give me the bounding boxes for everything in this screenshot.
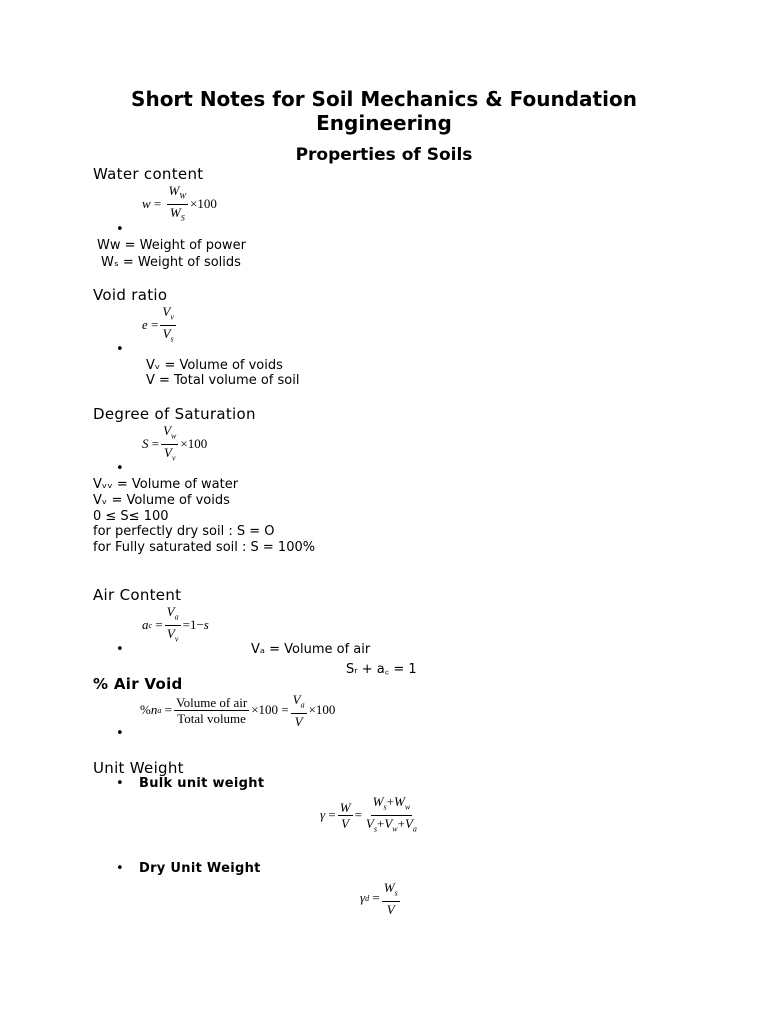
air-content-formula: a c = $\frac{V_a}{V_v}$ =1− s [142,604,209,644]
water-content-formula: w = $\frac{W_W}{W_S}$ ×100 [142,183,217,223]
water-content-bullet: • [116,222,124,237]
dry-unit-weight-formula: γ d = $\frac{W_s}{V}$ [360,880,398,917]
degree-saturation-def-vw: Vᵥᵥ = Volume of water [93,477,239,492]
bulk-unit-weight-label: Bulk unit weight [139,776,265,791]
degree-saturation-dry: for perfectly dry soil : S = O [93,524,275,539]
void-ratio-def-vv: Vᵥ = Volume of voids [146,358,283,373]
air-content-heading: Air Content [93,586,182,604]
water-content-def-ww: Wᴡ = Weight of power [97,238,246,253]
air-void-formula: % n a = $\frac{\text{Volume of air}}{\text{Total volume}}$ ×100 = $\frac{V_a}{V}$ ×100 [140,692,336,729]
void-ratio-formula: e = $\frac{V_v}{V_s}$ [142,304,174,344]
air-content-relation: Sᵣ + a꜀ = 1 [346,662,417,677]
water-content-def-ws: Wₛ = Weight of solids [101,255,241,270]
document-title-line2: Engineering [316,111,452,135]
air-void-heading: % Air Void [93,675,183,693]
air-content-bullet: • [116,642,124,657]
void-ratio-heading: Void ratio [93,286,168,304]
degree-saturation-bullet: • [116,461,124,476]
bulk-unit-weight-formula: γ = $\frac{W}{V}$ = $\frac{W_s+W_w}{V_s+V_w+V_a}$ [320,794,417,834]
degree-saturation-formula: S = $\frac{V_w}{V_v}$ ×100 [142,423,208,463]
void-ratio-def-v: V = Total volume of soil [146,373,300,388]
bulk-unit-weight-bullet: • [116,776,124,791]
document-title-line1: Short Notes for Soil Mechanics & Foundation [131,87,637,111]
dry-unit-weight-label: Dry Unit Weight [139,861,261,876]
dry-unit-weight-bullet: • [116,861,124,876]
void-ratio-bullet: • [116,342,124,357]
document-subtitle: Properties of Soils [295,145,473,165]
air-content-def-va: Vₐ = Volume of air [251,642,371,657]
degree-saturation-range: 0 ≤ S≤ 100 [93,509,169,524]
air-void-bullet: • [116,726,124,741]
unit-weight-heading: Unit Weight [93,759,184,777]
degree-saturation-def-vv: Vᵥ = Volume of voids [93,493,230,508]
degree-saturation-saturated: for Fully saturated soil : S = 100% [93,540,316,555]
water-content-heading: Water content [93,165,204,183]
degree-saturation-heading: Degree of Saturation [93,405,256,423]
